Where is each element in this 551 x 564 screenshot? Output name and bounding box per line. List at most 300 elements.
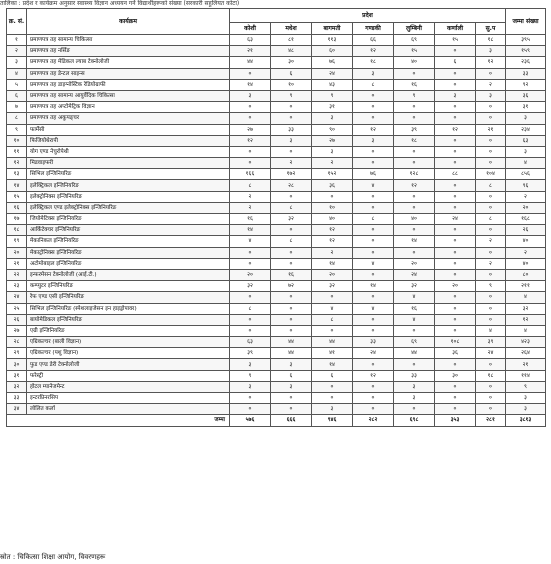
table-row (7, 202, 546, 213)
cell-province-total: २८१ (476, 415, 506, 426)
cell-province-value: ० (476, 404, 506, 415)
cell-province-value: ० (435, 404, 476, 415)
table-row (7, 236, 546, 247)
cell-serial-number: २९ (7, 348, 27, 359)
table-row (7, 146, 546, 157)
cell-province-value: ३ (476, 90, 506, 101)
cell-province-value: ४४ (271, 337, 312, 348)
cell-province-value: १५२ (312, 169, 353, 180)
header-province-0: कोशी (230, 23, 271, 35)
cell-province-value: ० (271, 225, 312, 236)
table-row (7, 135, 546, 146)
cell-program-name: प्रमाणपत्र तह सामान्य आयुर्वेदिक चिकित्सा (27, 90, 230, 101)
cell-serial-number: २५ (7, 303, 27, 314)
cell-province-value: ० (230, 325, 271, 336)
table-row (7, 214, 546, 225)
cell-province-value: १२ (435, 124, 476, 135)
cell-serial-number: ६ (7, 90, 27, 101)
cell-province-value: ९ (271, 90, 312, 101)
cell-program-name: मिडवाइफरी (27, 158, 230, 169)
cell-row-total: २३४ (506, 124, 546, 135)
cell-row-total: २११ (506, 281, 546, 292)
table-row (7, 393, 546, 404)
cell-province-value: ० (394, 158, 435, 169)
cell-province-value: ६३ (230, 337, 271, 348)
cell-program-name: फिजियोथेरापी (27, 135, 230, 146)
cell-province-value: ३ (312, 113, 353, 124)
cell-province-value: ० (353, 359, 394, 370)
table-row (7, 269, 546, 280)
cell-province-value: ० (353, 236, 394, 247)
cell-row-total: ८० (506, 269, 546, 280)
cell-province-value: ४ (476, 325, 506, 336)
cell-province-value: ४ (353, 303, 394, 314)
cell-serial-number: ३३ (7, 393, 27, 404)
cell-program-name: प्रमाणपत्र तह अकुपङ्चर (27, 113, 230, 124)
cell-serial-number: २३ (7, 281, 27, 292)
cell-province-value: ० (476, 202, 506, 213)
cell-province-value: ० (353, 269, 394, 280)
cell-serial-number: १ (7, 35, 27, 46)
cell-province-value: २१ (230, 46, 271, 57)
cell-program-name: होटल म्यानेजमेन्ट (27, 381, 230, 392)
cell-province-value: ० (435, 325, 476, 336)
table-row (7, 359, 546, 370)
cell-province-value: ६६ (353, 35, 394, 46)
cell-province-value: ० (394, 404, 435, 415)
cell-province-value: ० (271, 404, 312, 415)
header-province-3: गण्डकी (353, 23, 394, 35)
table-row (7, 90, 546, 101)
cell-province-value: ० (230, 113, 271, 124)
cell-serial-number: २१ (7, 258, 27, 269)
cell-province-value: ० (312, 292, 353, 303)
cell-province-value: ३ (394, 393, 435, 404)
cell-program-name: इन्फरमेसन टेक्नोलोजी (आई.टी.) (27, 269, 230, 280)
cell-province-value: १६ (230, 214, 271, 225)
cell-province-value: ० (353, 247, 394, 258)
table-row (7, 337, 546, 348)
cell-province-value: ४ (394, 314, 435, 325)
cell-serial-number: २६ (7, 314, 27, 325)
cell-province-value: ३९ (476, 337, 506, 348)
cell-province-value: २ (312, 247, 353, 258)
cell-province-value: ० (271, 102, 312, 113)
cell-province-value: ३ (353, 135, 394, 146)
cell-row-total: ३२ (506, 303, 546, 314)
cell-row-total: ११४ (506, 370, 546, 381)
caption-top: तालिका : प्रदेश र कार्यक्रम अनुसार स्वास्थ्य विज्ञान अध्ययन गर्ने विद्यार्थीहरूको संख्या (सरकारी सहुलियत कोटा) (0, 0, 240, 7)
header-province-5: कर्णाली (435, 23, 476, 35)
cell-province-value: ३० (435, 370, 476, 381)
cell-row-total: २६४ (506, 348, 546, 359)
cell-serial-number: १३ (7, 169, 27, 180)
cell-program-name: फरेस्ट्री (27, 370, 230, 381)
caption-bottom: स्रोत : चिकित्सा शिक्षा आयोग, विवरणहरू (0, 553, 106, 561)
cell-province-value: ० (353, 158, 394, 169)
cell-province-value: ६ (435, 57, 476, 68)
cell-row-total: ३ (506, 404, 546, 415)
table-row (7, 348, 546, 359)
cell-program-name: इलेक्ट्रोनिक्स इन्जिनियरिङ (27, 191, 230, 202)
cell-province-value: १४ (312, 359, 353, 370)
cell-province-value: ३ (476, 46, 506, 57)
cell-serial-number: ३४ (7, 404, 27, 415)
cell-serial-number: १० (7, 135, 27, 146)
cell-province-value: १६ (271, 269, 312, 280)
cell-province-value: १२ (312, 236, 353, 247)
cell-province-value: ३ (230, 381, 271, 392)
cell-province-value: ० (435, 314, 476, 325)
cell-serial-number: ३ (7, 57, 27, 68)
cell-province-value: ० (353, 381, 394, 392)
cell-province-value: ० (435, 113, 476, 124)
cell-province-value: ० (476, 158, 506, 169)
cell-province-value: ९० (312, 124, 353, 135)
cell-serial-number: १९ (7, 236, 27, 247)
totals-label: जम्मा (7, 415, 230, 426)
cell-province-value: १५ (435, 35, 476, 46)
cell-program-name: इलेक्ट्रिकल इन्जिनियरिङ (27, 180, 230, 191)
cell-province-value: ० (230, 393, 271, 404)
table-row (7, 46, 546, 57)
header-province-6: सु.प (476, 23, 506, 35)
cell-province-value: ० (435, 180, 476, 191)
cell-province-value: ० (312, 393, 353, 404)
header-province-2: बागमती (312, 23, 353, 35)
cell-serial-number: २२ (7, 269, 27, 280)
cell-row-total: २० (506, 202, 546, 213)
cell-province-value: ० (271, 325, 312, 336)
cell-province-value: ० (476, 359, 506, 370)
cell-province-value: ० (476, 269, 506, 280)
cell-province-value: ३ (435, 90, 476, 101)
cell-serial-number: ४ (7, 68, 27, 79)
cell-province-value: १७२ (271, 169, 312, 180)
cell-province-value: ८ (230, 303, 271, 314)
cell-province-value: ८ (353, 214, 394, 225)
table-row (7, 102, 546, 113)
cell-province-value: ३ (353, 68, 394, 79)
cell-row-total: ४ (506, 292, 546, 303)
table-row (7, 79, 546, 90)
cell-province-value: ० (394, 325, 435, 336)
cell-province-value: ० (230, 146, 271, 157)
header-province: प्रदेश (230, 9, 506, 23)
cell-row-total: ३१ (506, 102, 546, 113)
cell-serial-number: ९ (7, 124, 27, 135)
cell-province-value: ३३ (353, 337, 394, 348)
cell-province-value: ३ (230, 90, 271, 101)
cell-province-value: ० (435, 292, 476, 303)
table-row (7, 113, 546, 124)
cell-province-value: ० (476, 68, 506, 79)
cell-program-name: लोलित कर्ला (27, 404, 230, 415)
cell-province-value: ३९ (394, 124, 435, 135)
cell-province-value: १२ (353, 370, 394, 381)
cell-province-value: ३६ (312, 180, 353, 191)
cell-row-total: ३ (506, 146, 546, 157)
cell-province-value: ३३ (271, 124, 312, 135)
cell-province-value: ९ (394, 90, 435, 101)
cell-province-value: २ (230, 202, 271, 213)
cell-row-total: १६८ (506, 214, 546, 225)
cell-province-value: ४४ (271, 348, 312, 359)
cell-province-value: ६० (312, 46, 353, 57)
table-row (7, 158, 546, 169)
cell-province-value: ४ (353, 258, 394, 269)
cell-province-value: ० (435, 225, 476, 236)
cell-province-value: २७ (230, 124, 271, 135)
cell-province-value: ४० (394, 57, 435, 68)
cell-province-value: २० (230, 269, 271, 280)
cell-row-total: ९६ (506, 180, 546, 191)
cell-province-value: ० (435, 258, 476, 269)
cell-province-value: ० (394, 68, 435, 79)
cell-row-total: १२ (506, 314, 546, 325)
table-row (7, 68, 546, 79)
table-row (7, 124, 546, 135)
cell-serial-number: ७ (7, 102, 27, 113)
cell-province-value: १२ (353, 46, 394, 57)
cell-province-value: ४० (312, 214, 353, 225)
cell-province-value: ८ (312, 314, 353, 325)
cell-province-value: ० (476, 102, 506, 113)
cell-province-value: ३६ (435, 348, 476, 359)
cell-row-total: ९ (506, 381, 546, 392)
cell-program-name: फार्मेसी (27, 124, 230, 135)
cell-province-value: १२ (353, 124, 394, 135)
cell-province-value: ३ (312, 146, 353, 157)
cell-province-value: ० (476, 225, 506, 236)
cell-row-total: २६ (506, 225, 546, 236)
cell-province-value: ० (353, 146, 394, 157)
cell-province-value: १४ (230, 79, 271, 90)
cell-province-value: १८ (394, 135, 435, 146)
cell-province-value: ० (435, 381, 476, 392)
cell-row-total: २३६ (506, 57, 546, 68)
cell-row-total: ९२ (506, 79, 546, 90)
cell-province-value: ३ (312, 404, 353, 415)
cell-province-value: २४ (394, 269, 435, 280)
header-total: जम्मा संख्या (506, 9, 546, 35)
cell-province-value: ० (271, 247, 312, 258)
cell-serial-number: १६ (7, 202, 27, 213)
cell-row-total: ४२३ (506, 337, 546, 348)
cell-program-name: प्रमाणपत्र तह डेन्टल साइन्स (27, 68, 230, 79)
cell-province-value: २७ (312, 135, 353, 146)
table-row (7, 325, 546, 336)
cell-serial-number: २ (7, 46, 27, 57)
cell-province-value: ३२ (394, 281, 435, 292)
cell-province-value: ७२ (271, 281, 312, 292)
cell-province-value: ० (230, 158, 271, 169)
cell-province-value: ० (435, 236, 476, 247)
cell-province-value: २० (394, 258, 435, 269)
cell-province-value: ३ (230, 359, 271, 370)
cell-province-value: ० (435, 46, 476, 57)
cell-province-value: ० (476, 191, 506, 202)
cell-serial-number: २४ (7, 292, 27, 303)
cell-province-value: ० (394, 191, 435, 202)
table-row (7, 314, 546, 325)
cell-row-total: ६३ (506, 135, 546, 146)
cell-program-name: प्रमाणपत्र तह अप्टोमेट्रिक विज्ञान (27, 102, 230, 113)
cell-province-total: ९४६ (312, 415, 353, 426)
cell-province-value: १० (312, 202, 353, 213)
cell-province-value: ० (394, 113, 435, 124)
cell-province-value: ० (394, 359, 435, 370)
cell-program-name: प्रमाणपत्र तह सामान्य चिकित्सा (27, 35, 230, 46)
cell-row-total: ३ (506, 113, 546, 124)
cell-province-value: ० (476, 247, 506, 258)
cell-province-value: ० (435, 135, 476, 146)
cell-province-value: ४४ (230, 57, 271, 68)
cell-province-value: ० (435, 393, 476, 404)
cell-province-value: ० (353, 90, 394, 101)
header-serial-number: क्र. सं. (7, 9, 27, 35)
cell-province-value: ० (353, 225, 394, 236)
table-row (7, 404, 546, 415)
cell-province-value: ० (435, 191, 476, 202)
cell-province-value: ० (435, 303, 476, 314)
cell-province-value: ० (476, 381, 506, 392)
cell-province-value: ० (271, 314, 312, 325)
cell-program-name: एग्री इन्जिनियरिङ (27, 325, 230, 336)
cell-province-value: ० (230, 247, 271, 258)
cell-program-name: एग्रिकल्चर (बाली विज्ञान) (27, 337, 230, 348)
cell-province-total: ३५३ (435, 415, 476, 426)
cell-program-name: प्रमाणपत्र तह डाइग्नोस्टिक रेडियोग्राफी (27, 79, 230, 90)
cell-province-value: १४ (353, 281, 394, 292)
cell-province-value: ८८ (435, 169, 476, 180)
cell-province-value: १४ (230, 225, 271, 236)
cell-province-value: ६९ (394, 337, 435, 348)
cell-province-value: ० (230, 102, 271, 113)
cell-province-value: २८ (271, 180, 312, 191)
cell-serial-number: ३० (7, 359, 27, 370)
header-program: कार्यक्रम (27, 9, 230, 35)
cell-province-value: ० (353, 292, 394, 303)
cell-row-total: २ (506, 247, 546, 258)
cell-province-value: ० (353, 113, 394, 124)
cell-province-value: ८१ (271, 35, 312, 46)
cell-province-value: ० (435, 79, 476, 90)
cell-row-total: ३६ (506, 90, 546, 101)
cell-province-value: ० (271, 258, 312, 269)
cell-province-value: १८ (476, 35, 506, 46)
cell-program-name: अटोमोबाइल इन्जिनियरिङ (27, 258, 230, 269)
cell-province-value: ८ (271, 202, 312, 213)
cell-province-total: ६९८ (394, 415, 435, 426)
table-body (7, 35, 546, 427)
cell-province-total: ६६६ (271, 415, 312, 426)
cell-province-value: ० (312, 191, 353, 202)
cell-province-value: २१ (476, 124, 506, 135)
cell-province-value: ० (476, 292, 506, 303)
cell-province-value: ३२ (271, 214, 312, 225)
cell-program-name: आर्किटेक्चर इन्जिनियरिङ (27, 225, 230, 236)
cell-province-value: ६३ (230, 35, 271, 46)
cell-province-value: ४४ (312, 337, 353, 348)
cell-row-total: ४ (506, 325, 546, 336)
cell-province-value: ० (435, 68, 476, 79)
cell-province-value: ० (230, 404, 271, 415)
cell-province-value: ० (476, 146, 506, 157)
cell-serial-number: ३२ (7, 381, 27, 392)
cell-province-value: ० (435, 158, 476, 169)
cell-province-value: ११३ (312, 35, 353, 46)
cell-province-value: ० (394, 225, 435, 236)
cell-province-value: १६ (394, 79, 435, 90)
cell-province-value: ० (271, 303, 312, 314)
totals-row (7, 415, 546, 426)
cell-province-value: ६ (271, 68, 312, 79)
cell-province-value: ७६ (353, 169, 394, 180)
cell-province-value: ० (476, 314, 506, 325)
cell-province-value: ६९ (394, 35, 435, 46)
cell-province-value: ० (476, 393, 506, 404)
cell-province-value: २४ (435, 214, 476, 225)
cell-province-value: ० (353, 202, 394, 213)
cell-province-value: ० (476, 113, 506, 124)
cell-province-value: २ (312, 158, 353, 169)
cell-row-total: २१ (506, 359, 546, 370)
cell-province-value: ८ (353, 79, 394, 90)
cell-serial-number: ११ (7, 146, 27, 157)
cell-province-value: ४३ (312, 79, 353, 90)
cell-grand-total: ३८१३ (506, 415, 546, 426)
cell-row-total: ४० (506, 258, 546, 269)
cell-province-value: १०४ (476, 169, 506, 180)
cell-province-value: १२ (394, 180, 435, 191)
cell-province-value: ३९ (230, 348, 271, 359)
cell-province-value: ३१ (312, 102, 353, 113)
cell-province-value: १२ (476, 57, 506, 68)
cell-province-value: ० (435, 269, 476, 280)
table-row (7, 247, 546, 258)
cell-province-value: ४८ (271, 46, 312, 57)
cell-serial-number: १८ (7, 225, 27, 236)
table-row (7, 258, 546, 269)
cell-province-value: ९ (230, 370, 271, 381)
cell-serial-number: १७ (7, 214, 27, 225)
cell-province-value: ० (435, 359, 476, 370)
cell-province-value: ९ (476, 281, 506, 292)
enrollment-table (6, 8, 546, 427)
cell-province-value: ८ (230, 180, 271, 191)
cell-program-name: जियोमेटिक्स इन्जिनियरिङ (27, 214, 230, 225)
cell-province-value: ० (353, 102, 394, 113)
cell-province-value: ८ (271, 236, 312, 247)
cell-province-value: ० (394, 202, 435, 213)
cell-province-value: १०८ (435, 337, 476, 348)
cell-province-value: १२८ (394, 169, 435, 180)
cell-province-value: ४ (312, 303, 353, 314)
cell-program-name: योग एण्ड नेचुरोपेथी (27, 146, 230, 157)
cell-program-name: बायोमेडिकल इन्जिनियरिङ (27, 314, 230, 325)
cell-province-value: २ (476, 79, 506, 90)
cell-serial-number: १४ (7, 180, 27, 191)
cell-province-value: २ (230, 191, 271, 202)
cell-program-name: प्रमाणपत्र तह मेडिकल ल्याब टेक्नोलोजी (27, 57, 230, 68)
cell-province-value: ० (353, 325, 394, 336)
cell-province-value: ४० (394, 214, 435, 225)
cell-row-total: २ (506, 191, 546, 202)
cell-program-name: एग्रिकल्चर (पशु विज्ञान) (27, 348, 230, 359)
cell-province-value: ० (394, 102, 435, 113)
cell-province-value: ८ (476, 214, 506, 225)
